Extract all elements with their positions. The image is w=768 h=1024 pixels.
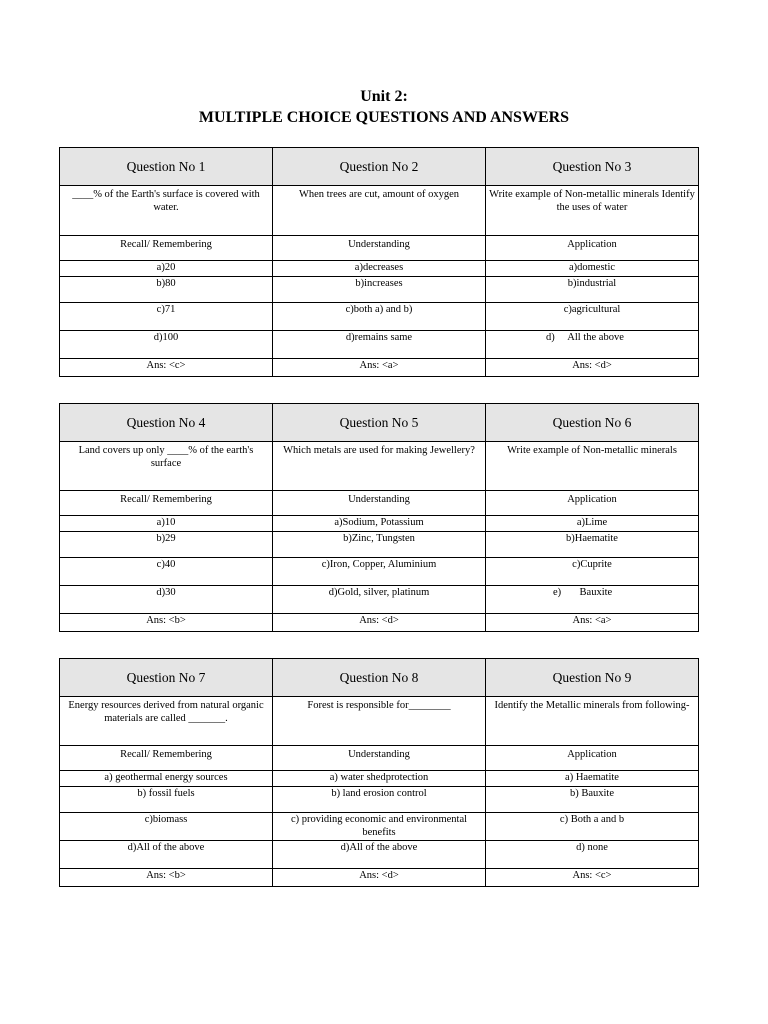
answer-row (60, 614, 699, 632)
question-number: Question No 9 (486, 659, 699, 697)
cognitive-level: Understanding (273, 491, 486, 516)
cognitive-level: Understanding (273, 746, 486, 771)
question-header-row (60, 404, 699, 442)
option-cell: a) geothermal energy sources (60, 771, 273, 787)
cognitive-level: Recall/ Remembering (60, 236, 273, 261)
option-cell: a) water shedprotection (273, 771, 486, 787)
option-cell: d)All of the above (273, 841, 486, 869)
question-text: Forest is responsible for________ (273, 697, 486, 746)
option-cell: c)both a) and b) (273, 303, 486, 331)
option-row (60, 841, 699, 869)
option-cell: d)Gold, silver, platinum (273, 586, 486, 614)
answer-cell: Ans: <c> (486, 869, 699, 887)
question-text: Land covers up only ____% of the earth's surface (60, 442, 273, 491)
answer-cell: Ans: <b> (60, 869, 273, 887)
option-cell: c)Cuprite (486, 558, 699, 586)
question-text: Energy resources derived from natural organic materials are called _______. (60, 697, 273, 746)
option-row (60, 558, 699, 586)
option-cell: c)agricultural (486, 303, 699, 331)
answer-row (60, 359, 699, 377)
option-row (60, 331, 699, 359)
option-cell: a)10 (60, 516, 273, 532)
option-cell: b)Haematite (486, 532, 699, 558)
cognitive-level: Understanding (273, 236, 486, 261)
cognitive-level: Application (486, 236, 699, 261)
question-number: Question No 4 (60, 404, 273, 442)
page-title: MULTIPLE CHOICE QUESTIONS AND ANSWERS (198, 109, 570, 126)
option-cell: b) land erosion control (273, 787, 486, 813)
option-cell: c)biomass (60, 813, 273, 841)
question-table-3 (59, 658, 699, 887)
option-cell: c) providing economic and environmental benefits (273, 813, 486, 841)
question-number: Question No 8 (273, 659, 486, 697)
question-number: Question No 3 (486, 148, 699, 186)
answer-cell: Ans: <d> (486, 359, 699, 377)
question-text: Write example of Non-metallic minerals Identify the uses of water (486, 186, 699, 236)
option-cell: b) Bauxite (486, 787, 699, 813)
unit-heading: Unit 2: (360, 88, 408, 105)
question-number: Question No 6 (486, 404, 699, 442)
answer-cell: Ans: <d> (273, 614, 486, 632)
option-row (60, 261, 699, 277)
option-row (60, 771, 699, 787)
option-cell: d)remains same (273, 331, 486, 359)
option-cell: a)Sodium, Potassium (273, 516, 486, 532)
option-cell: d)All of the above (60, 841, 273, 869)
question-text-row (60, 442, 699, 491)
option-cell: d) none (486, 841, 699, 869)
option-cell: e) Bauxite (486, 586, 699, 614)
question-table-2 (59, 403, 699, 632)
option-cell: c)40 (60, 558, 273, 586)
answer-cell: Ans: <b> (60, 614, 273, 632)
question-number: Question No 7 (60, 659, 273, 697)
cognitive-level-row (60, 491, 699, 516)
option-cell: a) Haematite (486, 771, 699, 787)
option-cell: b)Zinc, Tungsten (273, 532, 486, 558)
answer-cell: Ans: <a> (273, 359, 486, 377)
question-header-row (60, 148, 699, 186)
question-text: Identify the Metallic minerals from following- (486, 697, 699, 746)
option-cell: a)decreases (273, 261, 486, 277)
question-number: Question No 2 (273, 148, 486, 186)
option-row (60, 532, 699, 558)
cognitive-level-row (60, 236, 699, 261)
option-cell: a)Lime (486, 516, 699, 532)
cognitive-level-row (60, 746, 699, 771)
option-cell: b)80 (60, 277, 273, 303)
option-cell: d)100 (60, 331, 273, 359)
answer-cell: Ans: <a> (486, 614, 699, 632)
option-row (60, 787, 699, 813)
answer-cell: Ans: <d> (273, 869, 486, 887)
option-cell: b)29 (60, 532, 273, 558)
cognitive-level: Recall/ Remembering (60, 746, 273, 771)
option-row (60, 813, 699, 841)
cognitive-level: Application (486, 746, 699, 771)
question-text-row (60, 186, 699, 236)
option-cell: c)Iron, Copper, Aluminium (273, 558, 486, 586)
option-cell: a)domestic (486, 261, 699, 277)
answer-row (60, 869, 699, 887)
question-text: When trees are cut, amount of oxygen (273, 186, 486, 236)
option-cell: d)30 (60, 586, 273, 614)
option-cell: b)increases (273, 277, 486, 303)
question-text: ____% of the Earth's surface is covered with water. (60, 186, 273, 236)
question-table-1 (59, 147, 699, 377)
option-cell: a)20 (60, 261, 273, 277)
cognitive-level: Recall/ Remembering (60, 491, 273, 516)
option-cell: c)71 (60, 303, 273, 331)
option-row (60, 516, 699, 532)
option-row (60, 586, 699, 614)
question-text: Which metals are used for making Jewellery? (273, 442, 486, 491)
question-number: Question No 5 (273, 404, 486, 442)
cognitive-level: Application (486, 491, 699, 516)
question-header-row (60, 659, 699, 697)
question-text-row (60, 697, 699, 746)
question-text: Write example of Non-metallic minerals (486, 442, 699, 491)
answer-cell: Ans: <c> (60, 359, 273, 377)
option-cell: c) Both a and b (486, 813, 699, 841)
option-cell: b) fossil fuels (60, 787, 273, 813)
option-row (60, 303, 699, 331)
option-cell: d) All the above (486, 331, 699, 359)
question-number: Question No 1 (60, 148, 273, 186)
option-row (60, 277, 699, 303)
option-cell: b)industrial (486, 277, 699, 303)
